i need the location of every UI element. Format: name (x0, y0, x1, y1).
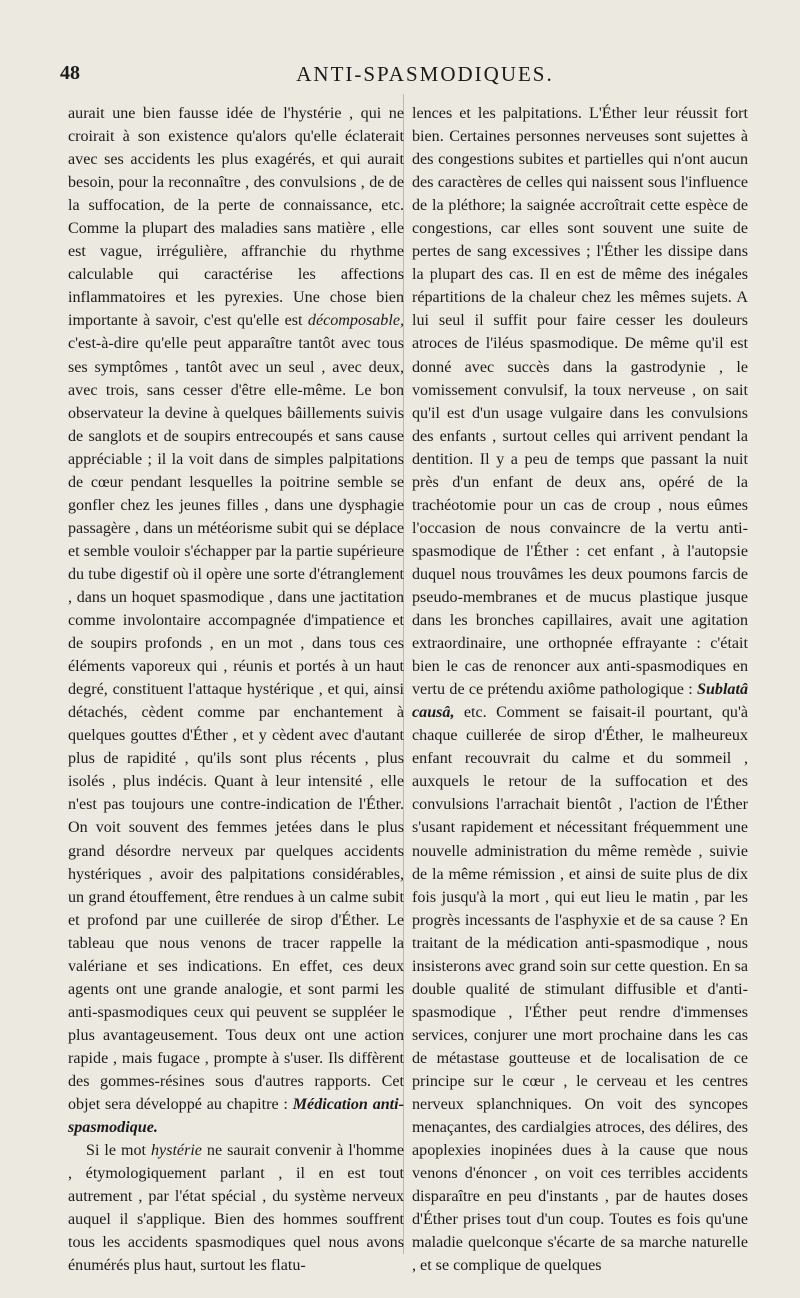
text-run: lences et les palpitations. L'Éther leur réussit fort bien. Certaines personnes nerveuses sont sujettes à des congestions subites et partielles qui n'ont aucun des caractères de celles qui naissent sous l'influence de la pléthore; la saignée accroîtrait cette espèce de congestions, car elles sont souvent une suite de pertes de sang excessives ; l'Éther les dissipe dans la plupart des cas. Il en est de même des inégales répartitions de la chaleur chez les mêmes sujets. A lui seul il suffit pour faire cesser les douleurs atroces de l'iléus spasmodique. De même qu'il est donné avec succès dans la gastrodynie , le vomissement convulsif, la toux nerveuse , on sait qu'il est d'un usage vulgaire dans les convulsions des enfants , surtout celles qui arrivent pendant la dentition. Il y a peu de temps que passant la nuit près d'un enfant de deux ans, opéré de la trachéotomie pour un cas de croup , nous eûmes l'occasion de nous convaincre de la vertu anti-spasmodique de l'Éther : cet enfant , à l'autopsie duquel nous trouvâmes les deux poumons farcis de pseudo-membranes et de mucus plastique jusque dans les bronches capillaires, avait une agitation extraordinaire, une orthopnée effrayante : c'était bien le cas de renoncer aux anti-spasmodiques en vertu de ce prétendu axiôme pathologique : (412, 105, 748, 699)
right-column (412, 102, 748, 1277)
paragraph (68, 102, 404, 1139)
running-title: ANTI-SPASMODIQUES. (296, 62, 554, 86)
text-run: etc. Comment se faisait-il pourtant, qu'à chaque cuillerée de sirop d'Éther, le malheureux enfant recouvrait du calme et du sommeil , auxquels le retour de la suffocation et des convulsions l'arrachait bientôt , l'action de l'Éther s'usant rapidement et nécessitant fréquemment une nouvelle administration du même remède , suivie de la même rémission , et ainsi de suite plus de dix fois jusqu'à la mort , qui eut lieu le matin , par les progrès incessants de l'asphyxie et de sa cause ? En traitant de la médication anti-spasmodique , nous insisterons avec grand soin sur cette question. En sa double qualité de stimulant diffusible et d'anti-spasmodique , l'Éther peut rendre d'immenses services, conjurer une mort prochaine dans les cas de métastase goutteuse et de localisation de ce principe sur le cœur , le cerveau et les centres nerveux splanchniques. On voit des syncopes menaçantes, des cardialgies atroces, des délires, des apoplexies inopinées dues à la cause que nous venons d'énoncer , on voit ces terribles accidents disparaître en peu d'instants , par de hautes doses d'Éther prises tout d'un coup. Toutes es fois qu'une maladie quelconque s'écarte de sa marche naturelle , et se complique de quelques (412, 704, 748, 1275)
left-column (68, 102, 404, 1277)
page-number: 48 (60, 62, 80, 84)
text-run: ne saurait convenir à l'homme , étymologiquement parlant , il en est tout autrement , par l'état spécial , du système nerveux auquel il s'applique. Bien des hommes souffrent tous les accidents spasmodiques quel nous avons énumérés plus haut, surtout les flatu- (68, 1142, 404, 1275)
italic-run: Médication anti-spasmodique. (68, 1096, 404, 1137)
italic-run: Sublatâ causâ, (412, 681, 748, 722)
paragraph (412, 102, 748, 1277)
paragraph (68, 1139, 404, 1277)
text-run: c'est-à-dire qu'elle peut apparaître tantôt avec tous ses symptômes , tantôt avec un seul , avec deux, avec trois, sans cesser d'être elle-même. Le bon observateur la devine à quelques bâillements suivis de sanglots et de soupirs entrecoupés et sans cause appréciable ; il la voit dans de simples palpitations de cœur pendant lesquelles la poitrine semble se gonfler chez les jeunes filles , dans une dysphagie passagère , dans un météorisme subit qui se déplace et semble vouloir s'échapper par la partie supérieure du tube digestif où il opère une sorte d'étranglement , dans un hoquet spasmodique , dans une jactitation comme involontaire accompagnée d'impatience et de soupirs profonds , en un mot , dans tous ces éléments vaporeux qui , réunis et portés à un haut degré, constituent l'attaque hystérique , et qui, ainsi détachés, cèdent comme par enchantement à quelques gouttes d'Éther , et y cèdent avec d'autant plus de rapidité , qu'ils sont plus récents , plus isolés , plus indécis. Quant à leur intensité , elle n'est pas toujours une contre-indication de l'Éther. On voit souvent des femmes jetées dans le plus grand désordre nerveux par quelques accidents hystériques , avoir des palpitations considérables, un grand étouffement, être rendues à un calme subit et profond par une cuillerée de sirop d'Éther. Le tableau que nous venons de tracer rappelle la valériane et ses indications. En effet, ces deux agents ont une grande analogie, et sont parmi les anti-spasmodiques ceux qui peuvent se suppléer le plus avantageusement. Tous deux ont une action rapide , mais fugace , prompte à s'user. Ils diffèrent des gommes-résines sous d'autres rapports. Cet objet sera développé au chapitre : (68, 335, 404, 1114)
italic-run: hystérie (151, 1142, 202, 1160)
italic-run: décomposable, (307, 312, 404, 330)
text-run: Si le mot (86, 1142, 151, 1160)
text-run: aurait une bien fausse idée de l'hystérie , qui ne croirait à son existence qu'alors qu'elle éclaterait avec ses accidents les plus exagérés, et qui aurait besoin, pour la reconnaître , des convulsions , de de la suffocation, de la perte de connaissance, etc. Comme la plupart des maladies sans matière , elle est vague, irrégulière, affranchie du rhythme calculable qui caractérise les affections inflammatoires et les pyrexies. Une chose bien importante à savoir, c'est qu'elle est (68, 105, 404, 330)
